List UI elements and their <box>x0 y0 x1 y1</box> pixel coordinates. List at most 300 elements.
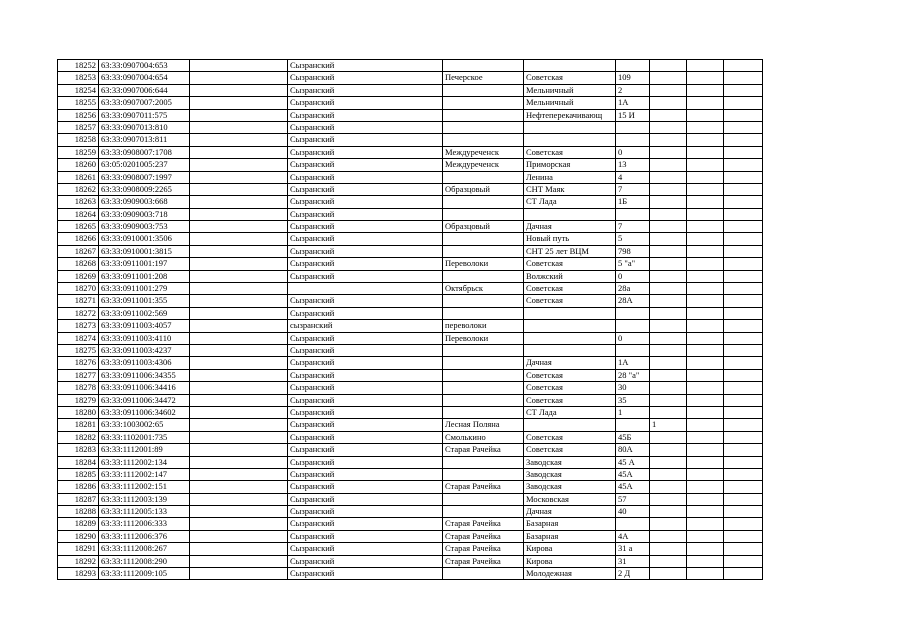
cell-c10 <box>724 134 763 146</box>
cell-c10 <box>724 456 763 468</box>
cell-cadastral: 63:33:0911001:279 <box>99 283 190 295</box>
cell-street: Кирова <box>524 555 616 567</box>
cell-c10 <box>724 233 763 245</box>
table-row <box>58 159 763 171</box>
cell-locality <box>443 493 524 505</box>
cell-house: 2 Д <box>616 568 650 580</box>
cell-locality <box>443 208 524 220</box>
cell-blank1 <box>190 444 288 456</box>
cell-locality: Переволоки <box>443 332 524 344</box>
cell-c9 <box>687 159 724 171</box>
cell-c8 <box>650 171 687 183</box>
cell-house: 15 И <box>616 109 650 121</box>
cell-house <box>616 60 650 72</box>
cell-c8 <box>650 307 687 319</box>
cell-district: Сызранский <box>288 183 443 195</box>
cell-c9 <box>687 468 724 480</box>
table-row <box>58 394 763 406</box>
cell-blank1 <box>190 159 288 171</box>
cell-c10 <box>724 146 763 158</box>
cell-district: Сызранский <box>288 369 443 381</box>
cell-num: 18293 <box>58 568 99 580</box>
cell-district: Сызранский <box>288 506 443 518</box>
cell-street: Советская <box>524 369 616 381</box>
table-row <box>58 530 763 542</box>
cell-street <box>524 208 616 220</box>
cell-street: Заводская <box>524 468 616 480</box>
cell-c9 <box>687 530 724 542</box>
cell-street <box>524 344 616 356</box>
cell-num: 18270 <box>58 283 99 295</box>
cell-c8 <box>650 245 687 257</box>
cell-street: Советская <box>524 382 616 394</box>
cell-street: Советская <box>524 258 616 270</box>
table-row <box>58 196 763 208</box>
cell-c10 <box>724 555 763 567</box>
table-row <box>58 468 763 480</box>
cell-blank1 <box>190 382 288 394</box>
cell-cadastral: 63:33:0911001:197 <box>99 258 190 270</box>
cell-c8 <box>650 382 687 394</box>
cell-c9 <box>687 568 724 580</box>
cell-c10 <box>724 60 763 72</box>
cell-locality <box>443 60 524 72</box>
cell-num: 18292 <box>58 555 99 567</box>
cell-cadastral: 63:33:0909003:718 <box>99 208 190 220</box>
cell-street: Заводская <box>524 481 616 493</box>
table-row <box>58 332 763 344</box>
cell-c9 <box>687 369 724 381</box>
cell-street: Базарная <box>524 530 616 542</box>
cell-district: Сызранский <box>288 295 443 307</box>
cell-street <box>524 60 616 72</box>
cell-c8 <box>650 530 687 542</box>
cell-district: Сызранский <box>288 568 443 580</box>
cell-cadastral: 63:33:0907006:644 <box>99 84 190 96</box>
cell-blank1 <box>190 258 288 270</box>
cell-c10 <box>724 431 763 443</box>
cell-c10 <box>724 109 763 121</box>
table-row <box>58 171 763 183</box>
table-row <box>58 307 763 319</box>
cell-house <box>616 134 650 146</box>
cell-c9 <box>687 97 724 109</box>
cell-district: сызранский <box>288 320 443 332</box>
cell-blank1 <box>190 72 288 84</box>
cell-street: Советская <box>524 444 616 456</box>
cell-street: Московская <box>524 493 616 505</box>
cell-cadastral: 63:33:0911003:4110 <box>99 332 190 344</box>
cell-blank1 <box>190 357 288 369</box>
cell-house: 7 <box>616 183 650 195</box>
cell-house <box>616 419 650 431</box>
cell-blank1 <box>190 406 288 418</box>
cell-cadastral: 63:33:1003002:65 <box>99 419 190 431</box>
cell-c8 <box>650 506 687 518</box>
cell-blank1 <box>190 481 288 493</box>
cell-c9 <box>687 270 724 282</box>
cell-c8 <box>650 283 687 295</box>
cell-house: 1А <box>616 97 650 109</box>
cell-blank1 <box>190 109 288 121</box>
cell-house: 4А <box>616 530 650 542</box>
cell-district: Сызранский <box>288 419 443 431</box>
cell-blank1 <box>190 394 288 406</box>
table-row <box>58 518 763 530</box>
cell-blank1 <box>190 431 288 443</box>
cell-house <box>616 320 650 332</box>
cell-blank1 <box>190 320 288 332</box>
cell-house: 45Б <box>616 431 650 443</box>
cell-c9 <box>687 506 724 518</box>
cell-blank1 <box>190 295 288 307</box>
cell-blank1 <box>190 543 288 555</box>
cell-c10 <box>724 171 763 183</box>
cell-locality <box>443 568 524 580</box>
cell-c8 <box>650 493 687 505</box>
cell-c10 <box>724 481 763 493</box>
cell-house <box>616 208 650 220</box>
cell-house: 798 <box>616 245 650 257</box>
table-row <box>58 60 763 72</box>
cell-cadastral: 63:33:0911001:355 <box>99 295 190 307</box>
cell-locality: Переволоки <box>443 258 524 270</box>
cell-c8 <box>650 444 687 456</box>
cell-locality <box>443 394 524 406</box>
cell-cadastral: 63:33:1102001:735 <box>99 431 190 443</box>
cell-c10 <box>724 468 763 480</box>
cell-num: 18258 <box>58 134 99 146</box>
cell-street <box>524 307 616 319</box>
cell-c10 <box>724 419 763 431</box>
cell-district: Сызранский <box>288 196 443 208</box>
table-row <box>58 481 763 493</box>
cell-house: 4 <box>616 171 650 183</box>
cell-c10 <box>724 307 763 319</box>
cell-c9 <box>687 60 724 72</box>
cell-house: 57 <box>616 493 650 505</box>
cell-c8 <box>650 97 687 109</box>
cell-locality: Образцовый <box>443 221 524 233</box>
cell-num: 18264 <box>58 208 99 220</box>
cell-blank1 <box>190 456 288 468</box>
cell-street: Советская <box>524 283 616 295</box>
cell-blank1 <box>190 84 288 96</box>
cell-locality <box>443 382 524 394</box>
cell-num: 18291 <box>58 543 99 555</box>
cell-street: Советская <box>524 72 616 84</box>
cell-district: Сызранский <box>288 233 443 245</box>
cell-num: 18271 <box>58 295 99 307</box>
cell-street <box>524 320 616 332</box>
cell-c9 <box>687 245 724 257</box>
table-row <box>58 109 763 121</box>
cell-cadastral: 63:33:0908007:1708 <box>99 146 190 158</box>
cell-num: 18256 <box>58 109 99 121</box>
cell-c10 <box>724 97 763 109</box>
cell-c8 <box>650 233 687 245</box>
cell-c10 <box>724 406 763 418</box>
cell-c8 <box>650 555 687 567</box>
cell-district: Сызранский <box>288 555 443 567</box>
cell-district: Сызранский <box>288 456 443 468</box>
cell-street: Дачная <box>524 357 616 369</box>
cell-c8 <box>650 543 687 555</box>
cell-blank1 <box>190 307 288 319</box>
cell-cadastral: 63:33:1112008:290 <box>99 555 190 567</box>
cell-num: 18255 <box>58 97 99 109</box>
cell-locality <box>443 97 524 109</box>
cell-cadastral: 63:33:0911003:4306 <box>99 357 190 369</box>
table-row <box>58 183 763 195</box>
cell-c9 <box>687 171 724 183</box>
cell-c8 <box>650 369 687 381</box>
cell-street: Кирова <box>524 543 616 555</box>
cell-c9 <box>687 493 724 505</box>
cell-locality <box>443 134 524 146</box>
cell-c8 <box>650 159 687 171</box>
cell-street: СНТ Маяк <box>524 183 616 195</box>
cell-street: Советская <box>524 431 616 443</box>
cell-c8 <box>650 84 687 96</box>
cell-blank1 <box>190 208 288 220</box>
cell-c10 <box>724 369 763 381</box>
cell-district: Сызранский <box>288 171 443 183</box>
cell-c9 <box>687 543 724 555</box>
cell-blank1 <box>190 555 288 567</box>
cell-cadastral: 63:33:0911001:208 <box>99 270 190 282</box>
cell-num: 18275 <box>58 344 99 356</box>
cell-street: Мельничный <box>524 84 616 96</box>
cell-district: Сызранский <box>288 270 443 282</box>
cell-locality <box>443 344 524 356</box>
cell-house: 45А <box>616 481 650 493</box>
cell-c8 <box>650 468 687 480</box>
cell-cadastral: 63:33:0909003:668 <box>99 196 190 208</box>
cell-blank1 <box>190 518 288 530</box>
cell-district: Сызранский <box>288 357 443 369</box>
cell-num: 18276 <box>58 357 99 369</box>
cell-c10 <box>724 72 763 84</box>
cell-c8 <box>650 134 687 146</box>
cell-cadastral: 63:33:1112003:139 <box>99 493 190 505</box>
cell-locality <box>443 307 524 319</box>
cell-blank1 <box>190 196 288 208</box>
cell-num: 18283 <box>58 444 99 456</box>
cell-street: Молодежная <box>524 568 616 580</box>
cell-blank1 <box>190 60 288 72</box>
table-row <box>58 444 763 456</box>
table-row <box>58 506 763 518</box>
cell-c8 <box>650 481 687 493</box>
cell-num: 18282 <box>58 431 99 443</box>
table-row <box>58 295 763 307</box>
cell-c10 <box>724 394 763 406</box>
cell-street: Советская <box>524 146 616 158</box>
cell-c10 <box>724 444 763 456</box>
cell-house: 45 А <box>616 456 650 468</box>
cell-c8 <box>650 332 687 344</box>
cell-locality: переволоки <box>443 320 524 332</box>
cell-cadastral: 63:05:0201005:237 <box>99 159 190 171</box>
cell-house: 5 "а" <box>616 258 650 270</box>
cell-num: 18280 <box>58 406 99 418</box>
table-row <box>58 84 763 96</box>
cell-district: Сызранский <box>288 332 443 344</box>
cell-locality: Старая Рачейка <box>443 444 524 456</box>
cell-house <box>616 344 650 356</box>
cell-cadastral: 63:33:0910001:3506 <box>99 233 190 245</box>
cell-c8 <box>650 258 687 270</box>
cell-c9 <box>687 419 724 431</box>
cell-cadastral: 63:33:0911006:34416 <box>99 382 190 394</box>
cell-street: Заводская <box>524 456 616 468</box>
cell-c8 <box>650 295 687 307</box>
cell-cadastral: 63:33:0910001:3815 <box>99 245 190 257</box>
cell-num: 18286 <box>58 481 99 493</box>
cell-cadastral: 63:33:1112005:133 <box>99 506 190 518</box>
cell-cadastral: 63:33:0909003:753 <box>99 221 190 233</box>
cell-num: 18289 <box>58 518 99 530</box>
cell-cadastral: 63:33:1112006:333 <box>99 518 190 530</box>
table-row <box>58 72 763 84</box>
cell-locality: Лесная Поляна <box>443 419 524 431</box>
cell-cadastral: 63:33:1112008:267 <box>99 543 190 555</box>
cell-house: 31 <box>616 555 650 567</box>
cell-blank1 <box>190 245 288 257</box>
cell-street: Советская <box>524 394 616 406</box>
cell-c8 <box>650 406 687 418</box>
cell-c8 <box>650 146 687 158</box>
cell-c10 <box>724 221 763 233</box>
cell-locality: Междуреченск <box>443 146 524 158</box>
cell-num: 18260 <box>58 159 99 171</box>
cell-c9 <box>687 357 724 369</box>
cell-c9 <box>687 295 724 307</box>
cell-locality <box>443 295 524 307</box>
cell-c10 <box>724 344 763 356</box>
table-row <box>58 233 763 245</box>
cell-c10 <box>724 357 763 369</box>
table-row <box>58 369 763 381</box>
cell-cadastral: 63:33:0911003:4057 <box>99 320 190 332</box>
cell-c8: 1 <box>650 419 687 431</box>
cell-district: Сызранский <box>288 468 443 480</box>
cell-street: СТ Лада <box>524 406 616 418</box>
cell-c8 <box>650 196 687 208</box>
cell-c9 <box>687 394 724 406</box>
cell-street <box>524 419 616 431</box>
cell-num: 18277 <box>58 369 99 381</box>
cell-c10 <box>724 518 763 530</box>
cell-c9 <box>687 183 724 195</box>
cell-num: 18290 <box>58 530 99 542</box>
cell-num: 18267 <box>58 245 99 257</box>
cell-locality: Печерское <box>443 72 524 84</box>
cell-blank1 <box>190 221 288 233</box>
cell-blank1 <box>190 419 288 431</box>
cell-num: 18253 <box>58 72 99 84</box>
cell-street: Приморская <box>524 159 616 171</box>
cell-locality: Междуреченск <box>443 159 524 171</box>
cell-c9 <box>687 555 724 567</box>
cell-house: 1Б <box>616 196 650 208</box>
cell-c8 <box>650 183 687 195</box>
cell-c10 <box>724 543 763 555</box>
cell-c10 <box>724 84 763 96</box>
cell-c9 <box>687 121 724 133</box>
cell-street: Ленина <box>524 171 616 183</box>
cell-c10 <box>724 245 763 257</box>
cell-house: 28А <box>616 295 650 307</box>
cell-locality <box>443 233 524 245</box>
table-row <box>58 568 763 580</box>
cell-c8 <box>650 431 687 443</box>
cell-district: Сызранский <box>288 60 443 72</box>
cell-house: 13 <box>616 159 650 171</box>
cell-c8 <box>650 72 687 84</box>
cell-locality <box>443 468 524 480</box>
cell-num: 18287 <box>58 493 99 505</box>
cell-cadastral: 63:33:0908009:2265 <box>99 183 190 195</box>
cell-cadastral: 63:33:0911003:4237 <box>99 344 190 356</box>
cell-cadastral: 63:33:0911006:34355 <box>99 369 190 381</box>
cell-locality: Старая Рачейка <box>443 555 524 567</box>
cell-district: Сызранский <box>288 109 443 121</box>
table-row <box>58 146 763 158</box>
cell-street: Дачная <box>524 506 616 518</box>
table-row <box>58 382 763 394</box>
cell-blank1 <box>190 171 288 183</box>
cell-locality: Старая Рачейка <box>443 518 524 530</box>
cell-num: 18254 <box>58 84 99 96</box>
cell-district: Сызранский <box>288 344 443 356</box>
cell-cadastral: 63:33:1112002:147 <box>99 468 190 480</box>
table-row <box>58 357 763 369</box>
cell-district: Сызранский <box>288 307 443 319</box>
cell-num: 18259 <box>58 146 99 158</box>
cell-cadastral: 63:33:0908007:1997 <box>99 171 190 183</box>
cell-c8 <box>650 208 687 220</box>
cell-c10 <box>724 270 763 282</box>
cell-street: Мельничный <box>524 97 616 109</box>
cell-c8 <box>650 456 687 468</box>
cell-locality <box>443 171 524 183</box>
cell-c9 <box>687 72 724 84</box>
cell-c10 <box>724 183 763 195</box>
cell-street: Советская <box>524 295 616 307</box>
cell-district: Сызранский <box>288 431 443 443</box>
cell-c9 <box>687 146 724 158</box>
cell-locality: Старая Рачейка <box>443 481 524 493</box>
cell-house: 109 <box>616 72 650 84</box>
cell-c10 <box>724 196 763 208</box>
cell-house: 1 <box>616 406 650 418</box>
cell-c9 <box>687 444 724 456</box>
cell-cadastral: 63:33:1112001:89 <box>99 444 190 456</box>
cell-c8 <box>650 344 687 356</box>
cell-district: Сызранский <box>288 121 443 133</box>
cell-locality <box>443 109 524 121</box>
cell-locality <box>443 406 524 418</box>
cell-blank1 <box>190 97 288 109</box>
cell-c9 <box>687 208 724 220</box>
property-register-table <box>57 59 763 580</box>
cell-house: 5 <box>616 233 650 245</box>
cell-c10 <box>724 493 763 505</box>
cell-cadastral: 63:33:1112006:376 <box>99 530 190 542</box>
cell-c10 <box>724 506 763 518</box>
